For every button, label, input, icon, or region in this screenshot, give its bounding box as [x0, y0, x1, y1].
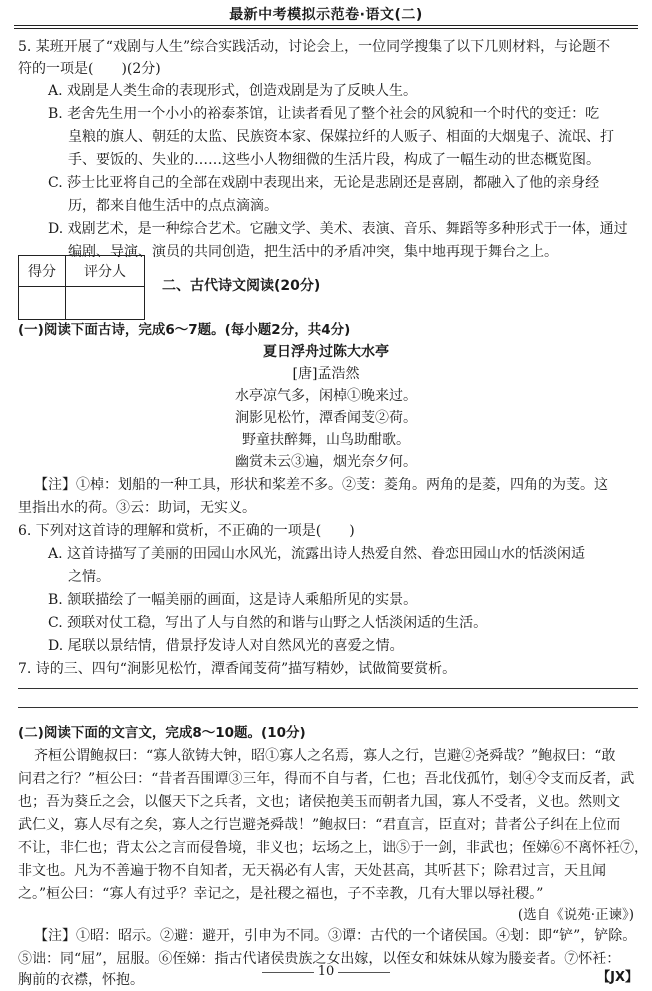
header-title: 最新中考模拟示范卷·语文(二) [229, 7, 423, 23]
prose-note-line3: 胸前的衣襟，怀抱。 [18, 972, 144, 988]
prose-line-3: 也；吾为葵丘之会，以偃天下之兵者，文也；诸侯抱美玉而朝者九国，寡人不受者，义也。然则文 [18, 794, 620, 810]
section-title: 二、古代诗文阅读(20分) [162, 278, 321, 294]
q5-option-d-line2: 编剧、导演、演员的共同创造，把生活中的矛盾冲突，集中地再现于舞台之上。 [68, 244, 558, 260]
poem-line-3: 野童扶醉舞，山鸟助酣歌。 [242, 432, 410, 448]
q6-option-c: C. 颈联对仗工稳，写出了人与自然的和谐与山野之人恬淡闲适的生活。 [48, 615, 488, 631]
q6-option-a-line1: A. 这首诗描写了美丽的田园山水风光，流露出诗人热爱自然、眷恋田园山水的恬淡闲适 [48, 546, 586, 562]
prose-line-2: 问君之行？”桓公曰：“昔者吾围谭③三年，得而不自与者，仁也；吾北伐孤竹，刬④令支而反者，武 [18, 771, 635, 787]
q6-option-a-line2: 之情。 [68, 569, 110, 585]
prose-line-6: 非文也。凡为不善遍于物不自知者，无天祸必有人害，天处甚高，其听甚下；除君过言，天且闻 [18, 863, 606, 879]
page-number: 10 [317, 964, 335, 979]
poem-note-line2: 里指出水的荷。③云：助词，无实义。 [18, 500, 256, 516]
header-rule [14, 25, 638, 26]
prose-note-line2: ⑤诎：同“屈”，屈服。⑥侄娣：指古代诸侯贵族之女出嫁，以侄女和妹妹从嫁为媵妾者。⑦怀衽： [18, 951, 621, 967]
prose-line-7: 之。”桓公曰：“寡人有过乎？幸记之，是社稷之福也，子不幸教，几有大罪以辱社稷。” [18, 886, 544, 902]
prose-line-4: 武仁义，寡人尽有之矣，寡人之行岂避尧舜哉！”鲍叔曰：“君直言，臣直对；昔者公子纠在上位而 [18, 817, 621, 833]
poem-line-4: 幽赏未云③遍，烟光奈夕何。 [235, 454, 417, 470]
q5-option-c-line2: 历，都来自他生活中的点点滴滴。 [68, 198, 278, 214]
q5-option-b-line3: 手、要饭的、失业的……这些小人物细微的生活片段，构成了一幅生动的世态概览图。 [68, 152, 600, 168]
part2-title: (二)阅读下面的文言文，完成8～10题。(10分) [18, 725, 306, 741]
score-cell[interactable] [19, 287, 66, 320]
score-label: 得分 [19, 256, 66, 287]
poem-author: [唐]孟浩然 [292, 366, 360, 382]
prose-line-1: 齐桓公谓鲍叔曰：“寡人欲铸大钟，昭①寡人之名焉，寡人之行，岂避②尧舜哉？”鲍叔曰：“敢 [34, 748, 616, 764]
grader-cell[interactable] [66, 287, 145, 320]
part1-title: (一)阅读下面古诗，完成6～7题。(每小题2分，共4分) [18, 322, 351, 338]
poem-note-line1: 【注】①棹：划船的一种工具，形状和桨差不多。②芰：菱角。两角的是菱，四角的为芰。这 [34, 477, 608, 493]
grader-label: 评分人 [66, 256, 145, 287]
q5-option-b-line1: B. 老舍先生用一个小小的裕泰茶馆，让读者看见了整个社会的风貌和一个时代的变迁：吃 [48, 106, 600, 122]
q6-option-d: D. 尾联以景结情，借景抒发诗人对自然风光的喜爱之情。 [48, 638, 404, 654]
header-rule-thin [14, 28, 638, 29]
q7-stem: 7. 诗的三、四句“涧影见松竹，潭香闻芰荷”描写精妙，试做简要赏析。 [18, 661, 457, 677]
score-box [18, 255, 145, 320]
poem-title: 夏日浮舟过陈大水亭 [263, 344, 389, 360]
q5-stem-line1: 5. 某班开展了“戏剧与人生”综合实践活动，讨论会上，一位同学搜集了以下几则材料，与论题不 [18, 39, 611, 55]
q5-option-c-line1: C. 莎士比亚将自己的全部在戏剧中表现出来，无论是悲剧还是喜剧，都融入了他的亲身经 [48, 175, 600, 191]
q6-option-b: B. 颔联描绘了一幅美丽的画面，这是诗人乘船所见的实景。 [48, 592, 418, 608]
q6-stem: 6. 下列对这首诗的理解和赏析，不正确的一项是( ) [18, 523, 355, 539]
footer-code: 【JX】 [597, 970, 638, 985]
prose-source: (选自《说苑·正谏》) [517, 907, 634, 923]
prose-note-line1: 【注】①昭：昭示。②避：避开，引申为不同。③谭：古代的一个诸侯国。④刬：即“铲”，铲除。 [34, 928, 637, 944]
prose-line-5: 不让，非仁也；背太公之言而侵鲁境，非义也；坛场之上，诎⑤于一剑，非武也；侄娣⑥不离怀衽⑦， [18, 840, 648, 856]
q5-stem-line2: 符的一项是( )(2分) [18, 61, 161, 77]
q5-option-d-line1: D. 戏剧艺术，是一种综合艺术。它融文学、美术、表演、音乐、舞蹈等多种形式于一体，通过 [48, 221, 628, 237]
poem-line-2: 涧影见松竹，潭香闻芰②荷。 [235, 410, 417, 426]
q5-option-a: A. 戏剧是人类生命的表现形式，创造戏剧是为了反映人生。 [48, 83, 418, 99]
poem-line-1: 水亭凉气多，闲棹①晚来过。 [235, 388, 417, 404]
answer-line-1[interactable] [18, 688, 638, 689]
q5-option-b-line2: 皇粮的旗人、朝廷的太监、民族资本家、保媒拉纤的人贩子、相面的大烟鬼子、流氓、打 [68, 129, 614, 145]
answer-line-2[interactable] [18, 707, 638, 708]
